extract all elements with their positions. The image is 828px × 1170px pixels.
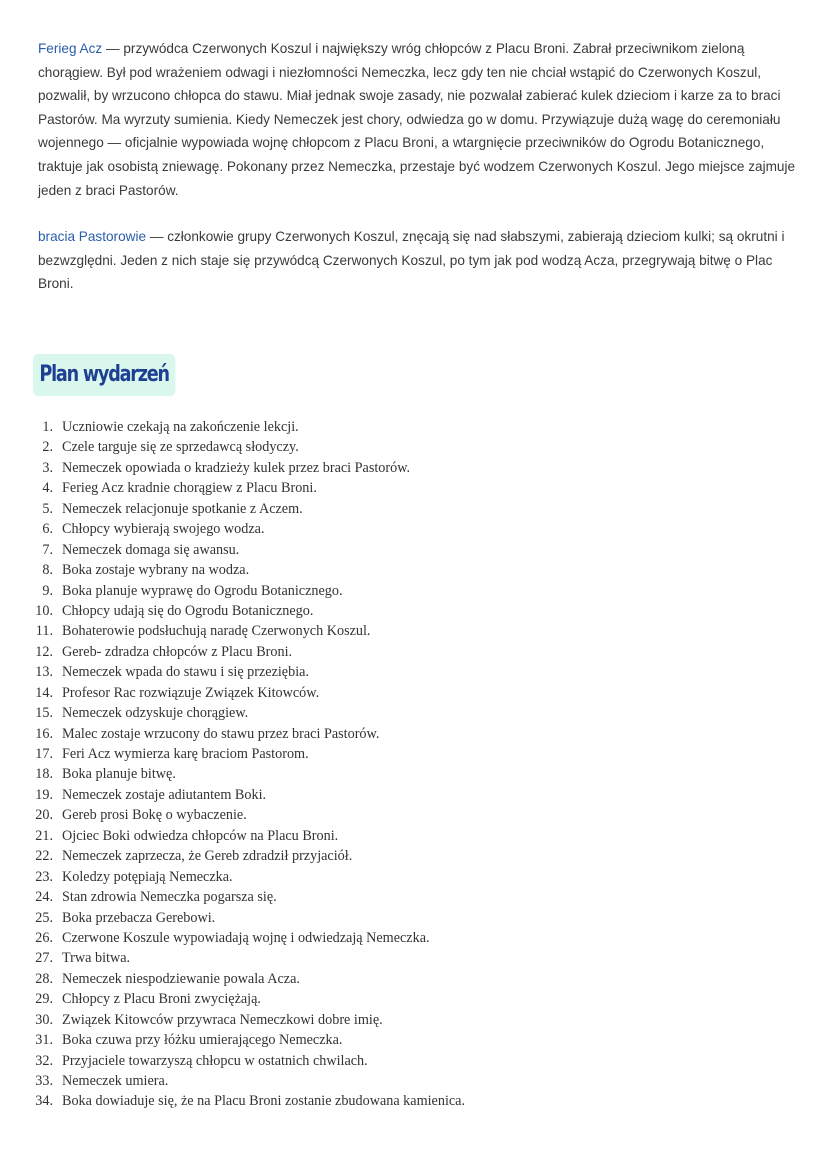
list-item-number: 21. bbox=[35, 827, 53, 844]
list-item-text: Chłopcy udają się do Ogrodu Botanicznego. bbox=[62, 602, 314, 619]
list-item-text: Nemeczek umiera. bbox=[62, 1073, 169, 1089]
list-item-number: 20. bbox=[35, 807, 53, 824]
list-item-number: 3. bbox=[42, 459, 53, 476]
list-item-text: Boka planuje wyprawę do Ogrodu Botanicznego. bbox=[62, 582, 343, 599]
list-item-number: 9. bbox=[42, 582, 53, 599]
list-item-text: Boka przebacza Gerebowi. bbox=[62, 909, 216, 926]
list-item-text: Nemeczek relacjonuje spotkanie z Aczem. bbox=[62, 500, 303, 517]
list-item-number: 6. bbox=[42, 521, 53, 538]
list-item-text: Feri Acz wymierza karę braciom Pastorom. bbox=[62, 746, 309, 762]
list-item-number: 17. bbox=[35, 746, 53, 762]
list-item-text: Bohaterowie podsłuchują naradę Czerwonych Koszul. bbox=[62, 623, 371, 640]
list-item bbox=[0, 908, 465, 928]
list-item bbox=[0, 724, 465, 744]
list-item bbox=[0, 1091, 465, 1111]
list-item-text: Ojciec Boki odwiedza chłopców na Placu Broni. bbox=[62, 827, 339, 844]
list-item bbox=[0, 560, 465, 580]
list-item-number: 14. bbox=[35, 684, 53, 701]
list-item-text: Boka zostaje wybrany na wodza. bbox=[62, 562, 250, 579]
character-name: Ferieg Acz bbox=[38, 41, 103, 56]
list-item-number: 16. bbox=[35, 725, 53, 742]
list-item bbox=[0, 417, 465, 437]
list-item bbox=[0, 1051, 465, 1071]
list-item-number: 5. bbox=[42, 500, 53, 517]
list-item-number: 1. bbox=[42, 419, 53, 435]
list-item-text: Stan zdrowia Nemeczka pogarsza się. bbox=[62, 889, 277, 906]
list-item bbox=[0, 764, 465, 784]
list-item-number: 10. bbox=[35, 602, 53, 619]
list-item bbox=[0, 662, 465, 682]
list-item-number: 18. bbox=[35, 766, 53, 783]
list-item-text: Gereb- zdradza chłopców z Placu Broni. bbox=[62, 643, 293, 660]
list-item-text: Boka czuwa przy łóżku umierającego Nemeczka. bbox=[62, 1032, 343, 1049]
list-item bbox=[0, 1010, 465, 1030]
list-item bbox=[0, 478, 465, 498]
list-item-text: Koledzy potępiają Nemeczka. bbox=[62, 868, 233, 885]
list-item bbox=[0, 1071, 465, 1091]
list-item bbox=[0, 887, 465, 907]
list-item-text: Czerwone Koszule wypowiadają wojnę i odwiedzają Nemeczka. bbox=[62, 929, 430, 946]
list-item bbox=[0, 785, 465, 805]
list-item-number: 11. bbox=[35, 623, 53, 640]
list-item bbox=[0, 846, 465, 866]
list-item-text: Profesor Rac rozwiązuje Związek Kitowców. bbox=[62, 684, 320, 701]
list-item-number: 22. bbox=[35, 848, 53, 865]
character-description-acz bbox=[38, 37, 798, 202]
list-item-number: 13. bbox=[35, 664, 53, 681]
list-item-text: Chłopcy wybierają swojego wodza. bbox=[62, 521, 265, 538]
character-text: — członkowie grupy Czerwonych Koszul, znęcają się nad słabszymi, zabierają dzieciom kulki; są okrutni i bezwzględni. Jeden z nich staje się przywódcą Czerwonych Koszul, po tym jak pod wodzą Acza, przegrywają bitwę o Plac Broni. bbox=[38, 229, 785, 292]
list-item-number: 4. bbox=[42, 480, 53, 497]
list-item-number: 32. bbox=[35, 1052, 53, 1069]
list-item-text: Nemeczek zaprzecza, że Gereb zdradził przyjaciół. bbox=[62, 848, 353, 865]
list-item-text: Trwa bitwa. bbox=[62, 950, 131, 967]
list-item-number: 19. bbox=[35, 786, 53, 803]
list-item bbox=[0, 621, 465, 641]
list-item bbox=[0, 683, 465, 703]
list-item-number: 23. bbox=[35, 868, 53, 885]
list-item-number: 28. bbox=[35, 970, 53, 987]
list-item-number: 15. bbox=[35, 705, 53, 722]
list-item-text: Malec zostaje wrzucony do stawu przez braci Pastorów. bbox=[62, 725, 380, 742]
list-item-text: Nemeczek niespodziewanie powala Acza. bbox=[62, 970, 300, 987]
list-item-text: Uczniowie czekają na zakończenie lekcji. bbox=[62, 419, 299, 435]
list-item-text: Boka planuje bitwę. bbox=[62, 766, 176, 783]
list-item bbox=[0, 703, 465, 723]
list-item bbox=[0, 540, 465, 560]
list-item-number: 24. bbox=[35, 889, 53, 906]
events-plan-list bbox=[0, 417, 465, 1112]
list-item bbox=[0, 867, 465, 887]
list-item bbox=[0, 499, 465, 519]
list-item-number: 25. bbox=[35, 909, 53, 926]
list-item-number: 31. bbox=[35, 1032, 53, 1049]
list-item bbox=[0, 948, 465, 968]
list-item-text: Przyjaciele towarzyszą chłopcu w ostatnich chwilach. bbox=[62, 1052, 368, 1069]
list-item-text: Nemeczek wpada do stawu i się przeziębia. bbox=[62, 664, 309, 681]
list-item bbox=[0, 805, 465, 825]
list-item-number: 12. bbox=[35, 643, 53, 660]
list-item bbox=[0, 642, 465, 662]
list-item-number: 34. bbox=[35, 1093, 53, 1110]
list-item-text: Nemeczek odzyskuje chorągiew. bbox=[62, 705, 249, 722]
list-item bbox=[0, 601, 465, 621]
list-item-number: 30. bbox=[35, 1011, 53, 1028]
list-item bbox=[0, 581, 465, 601]
list-item-text: Boka dowiaduje się, że na Placu Broni zostanie zbudowana kamienica. bbox=[62, 1093, 466, 1110]
list-item-number: 33. bbox=[35, 1073, 53, 1089]
list-item bbox=[0, 1030, 465, 1050]
list-item-text: Gereb prosi Bokę o wybaczenie. bbox=[62, 807, 247, 824]
section-heading: Plan wydarzeń bbox=[33, 354, 175, 396]
list-item bbox=[0, 458, 465, 478]
list-item-text: Związek Kitowców przywraca Nemeczkowi dobre imię. bbox=[62, 1011, 383, 1028]
list-item-number: 2. bbox=[42, 439, 53, 456]
list-item bbox=[0, 437, 465, 457]
list-item-number: 27. bbox=[35, 950, 53, 967]
list-item bbox=[0, 928, 465, 948]
list-item-text: Nemeczek zostaje adiutantem Boki. bbox=[62, 786, 267, 803]
list-item-number: 26. bbox=[35, 929, 53, 946]
character-name: bracia Pastorowie bbox=[38, 229, 147, 244]
list-item-text: Nemeczek opowiada o kradzieży kulek przez braci Pastorów. bbox=[62, 459, 411, 476]
list-item-text: Czele targuje się ze sprzedawcą słodyczy. bbox=[62, 439, 299, 456]
list-item-number: 8. bbox=[42, 562, 53, 579]
list-item-text: Chłopcy z Placu Broni zwyciężają. bbox=[62, 991, 261, 1008]
list-item bbox=[0, 744, 465, 764]
list-item-text: Ferieg Acz kradnie chorągiew z Placu Broni. bbox=[62, 480, 317, 497]
character-text: — przywódca Czerwonych Koszul i największy wróg chłopców z Placu Broni. Zabrał przeciwnikom zieloną chorągiew. Był pod wrażeniem odwagi i niezłomności Nemeczka, lecz gdy ten nie chciał wstąpić do Czerwonych Koszul, pozwalił, by wrzucono chłopca do stawu. Miał jednak swoje zasady, nie pozwalał zabierać kulek dzieciom i karze za to braci Pastorów. Ma wyrzuty sumienia. Kiedy Nemeczek jest chory, odwiedza go w domu. Przywiązuje dużą wagę do ceremoniału wojennego — oficjalnie wypowiada wojnę chłopcom z Placu Broni, a wtargnięcie przeciwników do Ogrodu Botanicznego, traktuje jak osobistą zniewagę. Pokonany przez Nemeczka, przestaje być wodzem Czerwonych Koszul. Jego miejsce zajmuje jeden z braci Pastorów. bbox=[38, 41, 796, 198]
list-item-text: Nemeczek domaga się awansu. bbox=[62, 541, 240, 558]
character-description-pastorowie bbox=[38, 225, 798, 296]
list-item bbox=[0, 989, 465, 1009]
list-item bbox=[0, 826, 465, 846]
list-item bbox=[0, 969, 465, 989]
list-item bbox=[0, 519, 465, 539]
list-item-number: 29. bbox=[35, 991, 53, 1008]
list-item-number: 7. bbox=[42, 541, 53, 558]
